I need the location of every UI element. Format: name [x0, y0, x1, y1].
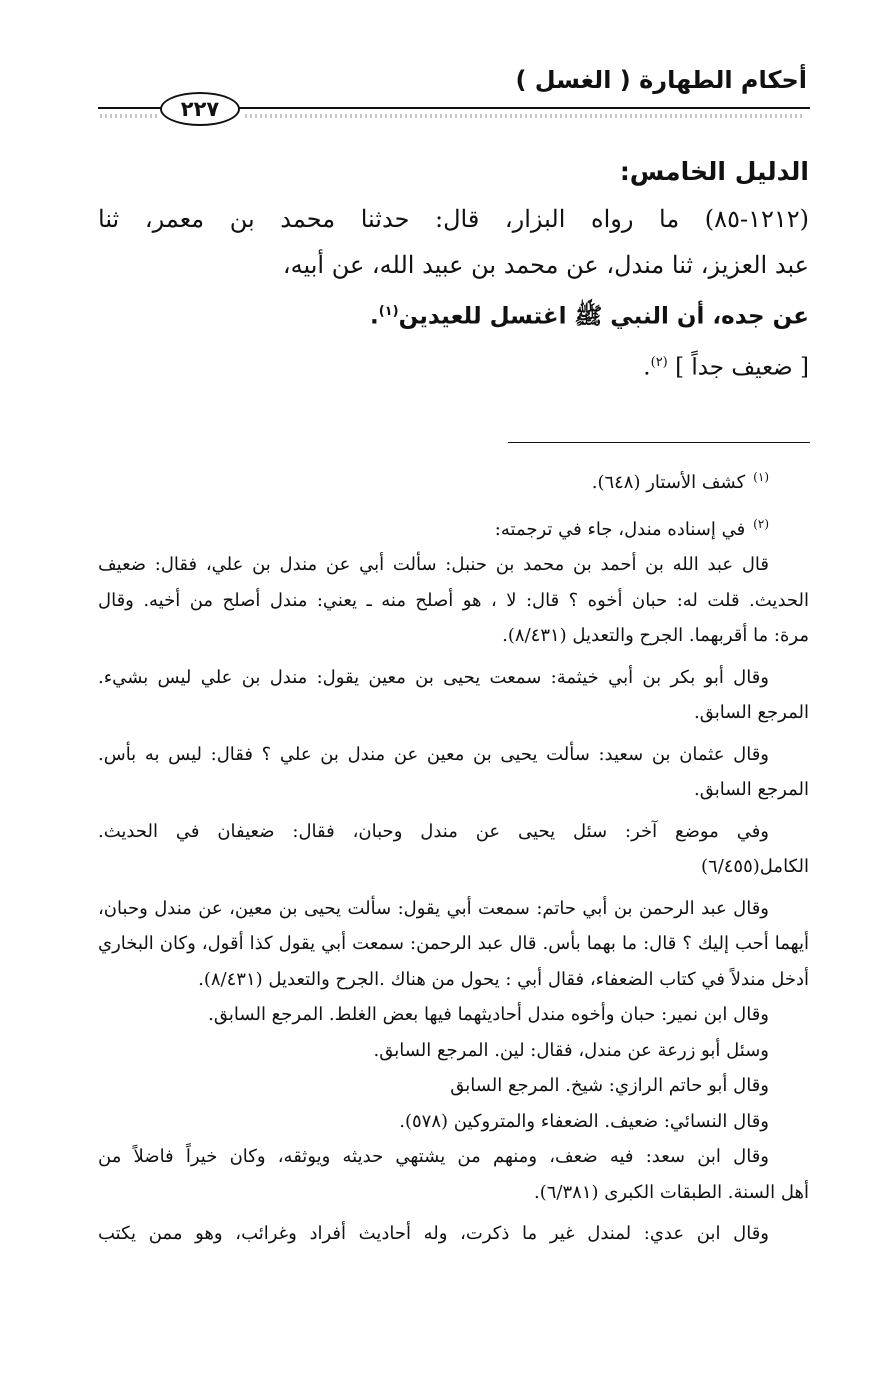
footnote-line: وقال عبد الرحمن بن أبي حاتم: سمعت أبي يقول: سألت يحيى بن معين، عن مندل وحبان،: [98, 897, 769, 919]
footnote-line: وقال عثمان بن سعيد: سألت يحيى بن معين عن مندل بن علي ؟ فقال: ليس به بأس.: [98, 743, 769, 765]
grade-text: [ ضعيف جداً ]: [675, 354, 809, 381]
footnote-text: في إسناده مندل، جاء في ترجمته:: [494, 518, 746, 540]
footnotes: [98, 460, 809, 1252]
footnote-line: قال عبد الله بن أحمد بن محمد بن حنبل: سألت أبي عن مندل بن علي، فقال: ضعيف: [98, 554, 769, 575]
matn-text: عن جده، أن النبي ﷺ اغتسل للعيدين: [398, 303, 809, 330]
footnote-ref-2: (٢): [650, 354, 668, 370]
page-number: ٢٢٧: [160, 92, 240, 126]
isnad-line: عبد العزيز، ثنا مندل، عن محمد بن عبيد الله، عن أبيه،: [282, 251, 809, 279]
hadith-grade: [ ضعيف جداً ] $^{(٢)}$.: [643, 354, 809, 381]
footnote-1: [98, 460, 809, 501]
footnote-line: وقال أبو حاتم الرازي: شيخ. المرجع السابق: [450, 1075, 769, 1096]
header-texture: [245, 114, 805, 118]
footnote-line: الحديث. قلت له: حبان أخوه ؟ قال: لا ، هو أصلح منه ـ يعني: مندل أصلح من أخيه. وقال: [98, 589, 809, 611]
footnote-number: (٢): [753, 516, 769, 531]
footnote-line: وقال ابن سعد: فيه ضعف، ومنهم من يشتهي حديثه ويوثقه، وكان خيراً فاضلاً من: [98, 1146, 769, 1167]
isnad-line: (١٢١٢-٨٥) ما رواه البزار، قال: حدثنا محمد بن معمر، ثنا: [98, 205, 809, 233]
hadith-matn: عن جده، أن النبي ﷺ اغتسل للعيدين$^{(١)}$.: [369, 303, 809, 330]
footnote-line: وقال أبو بكر بن أبي خيثمة: سمعت يحيى بن معين يقول: مندل بن علي ليس بشيء.: [98, 666, 769, 688]
footnote-line: أيهما أحب إليك ؟ قال: ما بهما بأس. قال عبد الرحمن: سمعت أبي يقول كذا أقول، وكان البخاري: [98, 933, 809, 954]
footnote-line: المرجع السابق.: [693, 702, 809, 723]
header-texture: [100, 114, 160, 118]
footnote-line: المرجع السابق.: [693, 779, 809, 800]
footnote-line: أدخل مندلاً في كتاب الضعفاء، فقال أبي : يحول من هناك .الجرح والتعديل (٨/٤٣١).: [198, 968, 809, 990]
footnote-line: وفي موضع آخر: سئل يحيى عن مندل وحبان، فقال: ضعيفان في الحديث.: [98, 820, 769, 842]
footnote-line: وقال ابن عدي: لمندل غير ما ذكرت، وله أحاديث أفراد وغرائب، وهو ممن يكتب: [98, 1223, 769, 1244]
footnote-line: وقال النسائي: ضعيف. الضعفاء والمتروكين (٥٧٨).: [399, 1110, 769, 1132]
running-title: أحكام الطهارة ( الغسل ): [515, 66, 807, 94]
footnote-line: أهل السنة. الطبقات الكبرى (٦/٣٨١).: [534, 1181, 809, 1203]
footnote-line: مرة: ما أقربهما. الجرح والتعديل (٨/٤٣١).: [502, 625, 809, 646]
section-heading: الدليل الخامس:: [619, 157, 809, 186]
footnote-separator: [508, 442, 810, 443]
footnote-line: وسئل أبو زرعة عن مندل، فقال: لين. المرجع السابق.: [373, 1039, 769, 1061]
footnote-2: [98, 507, 809, 548]
footnote-number: (١): [753, 470, 769, 484]
main-text: [98, 148, 809, 389]
footnote-line: الكامل(٦/٤٥٥): [701, 856, 809, 877]
footnote-line: وقال ابن نمير: حبان وأخوه مندل أحاديثهما فيها بعض الغلط. المرجع السابق.: [208, 1004, 769, 1025]
footnote-ref-1: (١): [378, 304, 399, 319]
footnote-text: كشف الأستار (٦٤٨).: [591, 472, 746, 493]
